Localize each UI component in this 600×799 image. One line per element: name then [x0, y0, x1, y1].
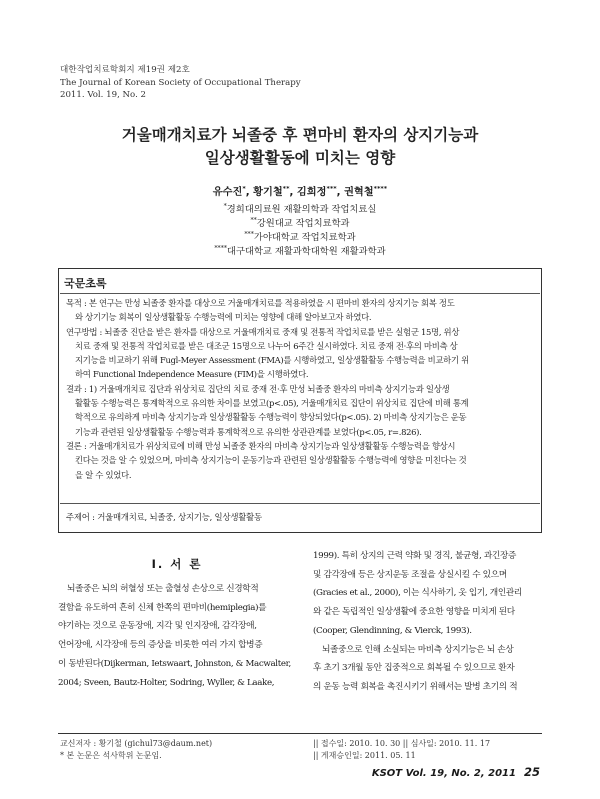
- author-name: 김희정: [296, 187, 327, 198]
- abstract-method-line: 연구방법 : 뇌졸중 진단을 받은 환자를 대상으로 거울매개치료 중재 및 전통적 작업치료를 받은 실험군 15명, 위상: [66, 326, 460, 337]
- abstract-purpose-line: 목적 : 본 연구는 만성 뇌졸중 환자를 대상으로 거울매개치료를 적용하였을 시 편마비 환자의 상지기능 회복 정도: [66, 298, 455, 308]
- abstract-conclusion-line: 결론 : 거울매개치료가 위상치료에 비해 만성 뇌졸중 환자의 마비측 상지기능과 일상생활활동 수행능력을 향상시: [66, 440, 456, 451]
- author-mark: ***: [326, 184, 337, 193]
- paper-title-line2: 일상생활활동에 미치는 영향: [204, 149, 396, 167]
- body-line: (Cooper, Glendinning, & Vierck, 1993).: [313, 625, 472, 636]
- body-line: 결함을 유도하여 흔히 신체 한쪽의 편마비(hemiplegia)를: [58, 602, 267, 613]
- footnote-right: [313, 738, 490, 762]
- affiliation-text: 경희대의료원 재활의학과 작업치료실: [226, 204, 377, 216]
- affiliation-text: 대구대학교 재활과학대학원 재활과학과: [227, 246, 386, 258]
- affiliation-mark: ****: [214, 245, 227, 252]
- abstract-result-line: 결과 : 1) 거울매개치료 집단과 위상치료 집단의 치료 중재 전·후 만성 뇌졸중 환자의 마비측 상지기능과 일상생: [66, 383, 450, 394]
- journal-header: [60, 64, 301, 102]
- accepted-date: || 게재승인일: 2011. 05. 11: [313, 751, 416, 760]
- body-line: 뇌졸중으로 인해 소실되는 마비측 상지기능은 뇌 손상: [322, 644, 514, 655]
- page-footer: [372, 765, 540, 779]
- body-right-column: [313, 547, 541, 697]
- abstract-conclusion-line: 을 알 수 있었다.: [75, 469, 132, 480]
- author-mark: ****: [373, 184, 388, 193]
- affiliation: [0, 243, 600, 258]
- journal-korean-name: 대한작업치료학회지 제19권 제2호: [60, 65, 190, 75]
- abstract-method-line: 지기능을 비교하기 위해 Fugl-Meyer Assessment (FMA)를 시행하였고, 일상생활활동 수행능력을 비교하기 위: [75, 355, 469, 366]
- thesis-note: * 본 논문은 석사학위 논문임.: [60, 751, 162, 760]
- body-line: 이 동반된다(Dijkerman, Ietswaart, Johnston, & Macwalter,: [58, 658, 291, 669]
- body-line: 2004; Sveen, Bautz-Holter, Sodring, Wyller, & Laake,: [58, 677, 275, 688]
- abstract-body: [66, 296, 532, 482]
- affiliation-text: 가야대학교 작업치료학과: [253, 232, 356, 244]
- author-mark: *: [242, 184, 246, 193]
- author-list: 유수진*, 황기철**, 김희정***, 권혁철****: [212, 184, 388, 198]
- corresponding-author: 교신저자 : 황기철 (gichul73@daum.net): [60, 739, 213, 748]
- abstract-keyword-rule: [60, 503, 540, 504]
- body-line: 1999). 특히 상지의 근력 약화 및 경직, 불균형, 과긴장증: [313, 551, 517, 561]
- body-line: 와 같은 독립적인 일상생활에 중요한 영향을 미치게 된다: [313, 607, 515, 618]
- affiliation-mark: *: [223, 203, 227, 210]
- body-line: 뇌졸중은 뇌의 허혈성 또는 출혈성 손상으로 신경학적: [67, 584, 259, 594]
- footer-journal: KSOT Vol. 19, No. 2, 2011: [371, 768, 516, 779]
- affiliation-mark: ***: [244, 231, 254, 238]
- abstract-top-rule: [60, 293, 540, 294]
- footnote-left: [60, 738, 212, 762]
- abstract-result-line: 학적으로 유의하게 마비측 상지기능과 일상생활활동 수행능력이 향상되었다(p<.05). 2) 마비측 상지기능은 운동: [75, 412, 467, 423]
- abstract-conclusion-line: 킨다는 것을 알 수 있었으며, 마비측 상지기능이 운동기능과 관련된 일상생활활동 수행능력에 영향을 미친다는 것: [75, 455, 467, 466]
- affiliation: [0, 229, 600, 244]
- body-line: 야기하는 것으로 운동장애, 지각 및 인지장애, 감각장애,: [58, 621, 257, 632]
- abstract-result-line: 기능과 관련된 일상생활활동 수행능력과 통계학적으로 유의한 상관관계를 보였다(p<.05, r=.826).: [75, 426, 422, 437]
- body-line: 의 운동 능력 회복을 촉진시키기 위해서는 발병 초기의 적: [313, 681, 518, 692]
- abstract-method-line: 하여 Functional Independence Measure (FIM)을 시행하였다.: [75, 369, 309, 380]
- body-line: (Gracies et al., 2000), 이는 식사하기, 옷 입기, 개인관리: [313, 588, 522, 599]
- author-name: 유수진: [212, 187, 243, 198]
- affiliation-text: 강원대교 작업치료학과: [256, 218, 350, 230]
- author-mark: **: [282, 184, 290, 193]
- body-left-column: [58, 580, 296, 692]
- body-line: 후 초기 3개월 동안 집중적으로 회복될 수 있으므로 환자: [313, 663, 515, 674]
- journal-english-name: The Journal of Korean Society of Occupational Therapy: [60, 77, 301, 88]
- abstract-result-line: 활활동 수행능력은 통계학적으로 유의한 차이를 보였고(p<.05), 거울매개치료 집단이 위상치료 집단에 비해 통계: [75, 398, 469, 409]
- affiliation: [0, 201, 600, 216]
- section-heading: Ⅰ. 서 론: [151, 557, 203, 571]
- received-review-dates: || 접수일: 2010. 10. 30 || 심사일: 2010. 11. 17: [313, 739, 491, 748]
- body-line: 언어장애, 시각장애 등의 증상을 비롯한 여러 가지 합병증: [58, 640, 263, 651]
- paper-title-line1: 거울매개치료가 뇌졸중 후 편마비 환자의 상지기능과: [121, 126, 479, 144]
- author-name: 권혁철: [344, 187, 374, 198]
- body-line: 및 감각장애 등은 상지운동 조절을 상실시킬 수 있으며: [313, 569, 507, 580]
- abstract-method-line: 치료 중재 및 전통적 작업치료를 받은 대조군 15명으로 나누어 6주간 실시하였다. 치료 중재 전·후의 마비측 상: [75, 340, 458, 351]
- journal-volume: 2011. Vol. 19, No. 2: [60, 90, 147, 100]
- affiliation: [0, 215, 600, 230]
- footnote-rule: [58, 733, 542, 734]
- affiliation-mark: **: [250, 217, 257, 224]
- author-name: 황기철: [253, 187, 283, 198]
- abstract-purpose-line: 와 상기기능 회복이 일상생활활동 수행능력에 미치는 영향에 대해 알아보고자 하였다.: [75, 312, 372, 323]
- abstract-heading: 국문초록: [64, 277, 107, 290]
- abstract-keywords: 주제어 : 거울매개치료, 뇌졸중, 상지기능, 일상생활활동: [66, 512, 262, 522]
- page-number: 25: [523, 765, 540, 779]
